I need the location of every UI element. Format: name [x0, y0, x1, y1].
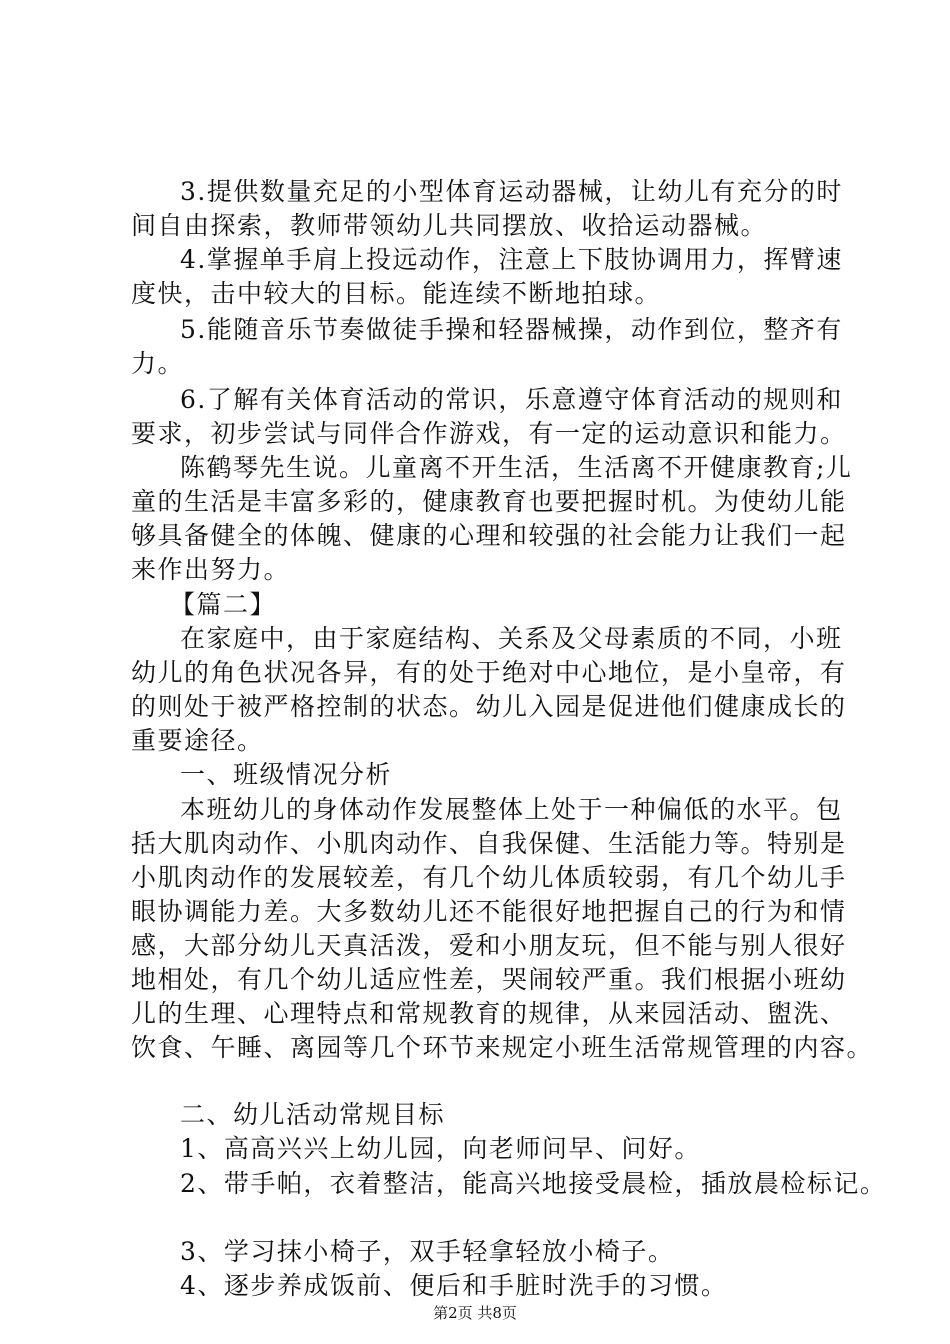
section-heading: 二、幼儿活动常规目标: [180, 1100, 446, 1129]
paragraph-line: 小肌肉动作的发展较差，有几个幼儿体质较弱，有几个幼儿手: [131, 863, 847, 892]
paragraph-line: 眼协调能力差。大多数幼儿还不能很好地把握自己的行为和情: [131, 897, 847, 926]
paragraph-line: 来作出努力。: [131, 555, 291, 584]
paragraph-line: 地相处，有几个幼儿适应性差，哭闹较严重。我们根据小班幼: [131, 965, 847, 994]
list-item: 2、带手帕，衣着整洁，能高兴地接受晨检，插放晨检标记。: [180, 1169, 887, 1198]
paragraph-line: 重要途径。: [131, 726, 264, 755]
paragraph-line: 3.提供数量充足的小型体育运动器械，让幼儿有充分的时: [180, 177, 843, 206]
paragraph-line: 间自由探索，教师带领幼儿共同摆放、收拾运动器械。: [131, 211, 768, 240]
paragraph-line: 本班幼儿的身体动作发展整体上处于一种偏低的水平。包: [180, 795, 843, 824]
section-heading: 一、班级情况分析: [180, 760, 393, 789]
paragraph-line: 5.能随音乐节奏做徒手操和轻器械操，动作到位，整齐有: [180, 315, 843, 344]
list-item: 4、逐步养成饭前、便后和手脏时洗手的习惯。: [180, 1271, 728, 1300]
paragraph-line: 括大肌肉动作、小肌肉动作、自我保健、生活能力等。特别是: [131, 829, 847, 858]
paragraph-line: 的则处于被严格控制的状态。幼儿入园是促进他们健康成长的: [131, 692, 847, 721]
paragraph-line: 力。: [131, 349, 185, 378]
section-heading: 【篇二】: [170, 590, 277, 619]
paragraph-line: 度快，击中较大的目标。能连续不断地拍球。: [131, 279, 662, 308]
paragraph-line: 要求，初步尝试与同伴合作游戏，有一定的运动意识和能力。: [131, 419, 847, 448]
paragraph-line: 4.掌握单手肩上投远动作，注意上下肢协调用力，挥臂速: [180, 245, 843, 274]
paragraph-line: 感，大部分幼儿天真活泼，爱和小朋友玩，但不能与别人很好: [131, 931, 847, 960]
paragraph-line: 够具备健全的体魄、健康的心理和较强的社会能力让我们一起: [131, 521, 847, 550]
paragraph-line: 儿的生理、心理特点和常规教育的规律，从来园活动、盥洗、: [131, 999, 847, 1028]
paragraph-line: 饮食、午睡、离园等几个环节来规定小班生活常规管理的内容。: [131, 1033, 874, 1062]
page-footer: 第2页 共8页: [433, 1304, 517, 1322]
paragraph-line: 幼儿的角色状况各异，有的处于绝对中心地位，是小皇帝，有: [131, 658, 847, 687]
paragraph-line: 6.了解有关体育活动的常识，乐意遵守体育活动的规则和: [180, 385, 843, 414]
list-item: 1、高高兴兴上幼儿园，向老师问早、问好。: [180, 1134, 701, 1163]
paragraph-line: 在家庭中，由于家庭结构、关系及父母素质的不同，小班: [180, 624, 843, 653]
list-item: 3、学习抹小椅子，双手轻拿轻放小椅子。: [180, 1237, 675, 1266]
paragraph-line: 陈鹤琴先生说。儿童离不开生活，生活离不开健康教育;儿: [180, 453, 853, 482]
paragraph-line: 童的生活是丰富多彩的，健康教育也要把握时机。为使幼儿能: [131, 487, 847, 516]
